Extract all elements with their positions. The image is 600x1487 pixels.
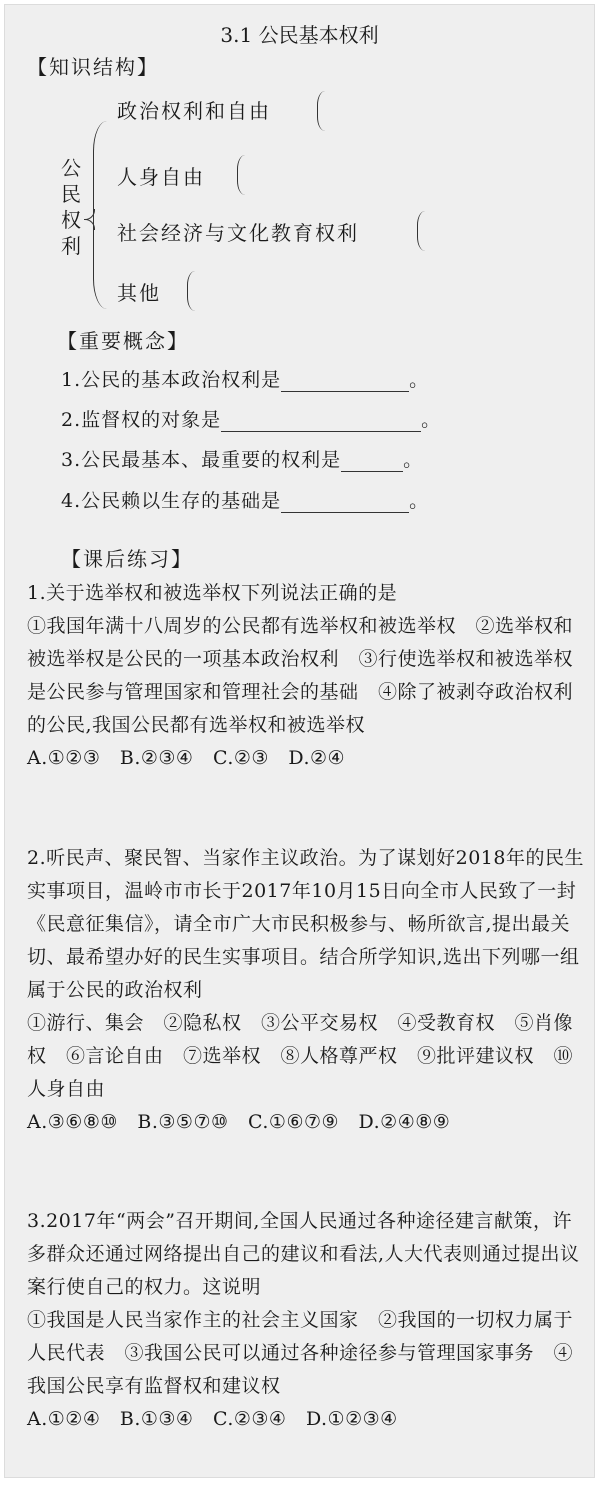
root-char: 权 [61, 208, 81, 232]
question-body: ①游行、集会 ②隐私权 ③公平交易权 ④受教育权 ⑤肖像权 ⑥言论自由 ⑦选举权 ⑧人格尊严权 ⑨批评建议权 ⑩人身自由 [27, 1012, 574, 1100]
answer-options: A.③⑥⑧⑩ B.③⑤⑦⑩ C.①⑥⑦⑨ D.②④⑧⑨ [27, 1111, 451, 1133]
page-title: 3.1 公民基本权利 [220, 23, 379, 47]
concept-item [61, 405, 441, 432]
root-char: 公 [61, 156, 81, 180]
concept-item [61, 365, 429, 392]
branch-political-rights: 政治权利和自由 [117, 99, 271, 123]
branch-socioeconomic-rights: 社会经济与文化教育权利 [117, 221, 359, 245]
branch-brace [317, 91, 326, 131]
concept-end: 。 [409, 369, 430, 391]
concept-text: 2.监督权的对象是 [61, 409, 222, 431]
question-3 [27, 1205, 587, 1436]
main-brace [93, 121, 112, 309]
question-body: ①我国年满十八周岁的公民都有选举权和被选举权 ②选举权和被选举权是公民的一项基本政治权利 ③行使选举权和被选举权是公民参与管理国家和管理社会的基础 ④除了被剥夺政治权利的公民,我国公民都有选举权和被选举权 [27, 615, 574, 736]
concept-end: 。 [403, 449, 424, 471]
branch-brace [237, 155, 246, 195]
answer-blank[interactable] [221, 413, 421, 432]
concept-item [61, 445, 423, 472]
concept-text: 1.公民的基本政治权利是 [61, 369, 282, 391]
knowledge-heading: 【知识结构】 [27, 55, 159, 79]
worksheet-page [4, 4, 595, 1478]
concepts-heading: 【重要概念】 [57, 329, 189, 353]
root-char: 利 [61, 234, 81, 258]
answer-blank[interactable] [281, 494, 409, 513]
answer-blank[interactable] [281, 373, 409, 392]
question-1 [27, 577, 587, 775]
concept-item [61, 486, 429, 513]
question-stem: 3.2017年“两会”召开期间,全国人民通过各种途径建言献策，许多群众还通过网络提出自己的建议和看法,人大代表则通过提出议案行使自己的权力。这说明 [27, 1210, 580, 1298]
answer-options: A.①②④ B.①③④ C.②③④ D.①②③④ [27, 1408, 398, 1430]
branch-personal-freedom: 人身自由 [117, 165, 205, 189]
answer-options: A.①②③ B.②③④ C.②③ D.②④ [27, 747, 346, 769]
concept-end: 。 [409, 490, 430, 512]
branch-brace [417, 211, 426, 251]
branch-brace [187, 271, 196, 311]
question-stem: 1.关于选举权和被选举权下列说法正确的是 [27, 582, 398, 604]
question-stem: 2.听民声、聚民智、当家作主议政治。为了谋划好2018年的民生实事项目，温岭市市长于2017年10月15日向全市人民致了一封《民意征集信》，请全市广大市民积极参与、畅所欲言,提出最关切、最希望办好的民生实事项目。结合所学知识,选出下列哪一组属于公民的政治权利 [27, 847, 584, 1001]
knowledge-root-label [59, 155, 83, 259]
concept-text: 4.公民赖以生存的基础是 [61, 490, 282, 512]
answer-blank[interactable] [341, 453, 403, 472]
exercises-heading: 【课后练习】 [61, 547, 193, 571]
branch-other: 其他 [117, 281, 161, 305]
root-char: 民 [61, 182, 81, 206]
concept-text: 3.公民最基本、最重要的权利是 [61, 449, 342, 471]
concept-end: 。 [421, 409, 442, 431]
question-2 [27, 842, 587, 1139]
question-body: ①我国是人民当家作主的社会主义国家 ②我国的一切权力属于人民代表 ③我国公民可以通过各种途径参与管理国家事务 ④我国公民享有监督权和建议权 [27, 1309, 574, 1397]
